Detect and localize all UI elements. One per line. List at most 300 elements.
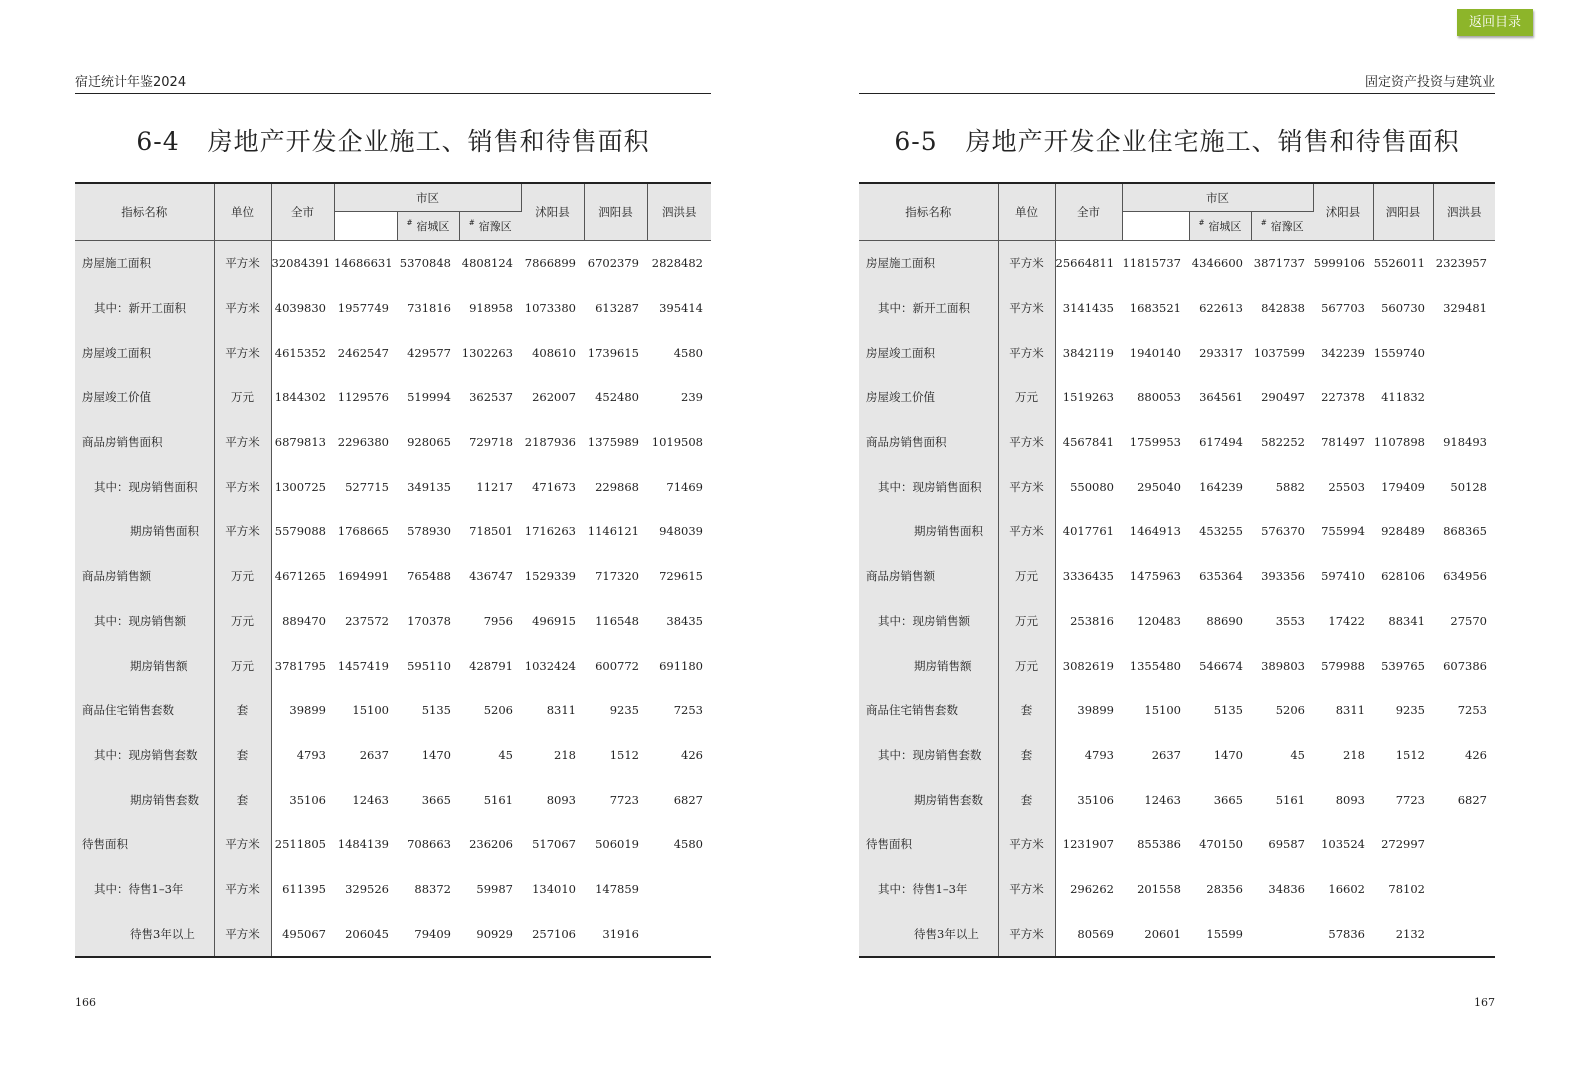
col-header-county-2: 泗阳县 — [1373, 183, 1433, 241]
table-cell: 842838 — [1261, 301, 1305, 316]
row-label: 期房销售套数 — [75, 777, 214, 822]
table-row — [75, 911, 711, 957]
table-cell: 27570 — [1450, 613, 1487, 628]
table-cell: 5206 — [1275, 703, 1305, 718]
col-header-unit: 单位 — [214, 183, 271, 241]
table-cell: 4580 — [673, 837, 703, 852]
row-label: 商品住宅销售套数 — [75, 688, 214, 733]
left-page — [75, 0, 711, 1077]
table-cell: 8093 — [546, 792, 576, 807]
table-cell: 88372 — [414, 881, 451, 896]
row-unit: 平方米 — [214, 420, 271, 465]
table-cell: 755994 — [1321, 524, 1365, 539]
row-label: 期房销售额 — [75, 643, 214, 688]
col-header-county-3: 泗洪县 — [647, 183, 711, 241]
table-cell: 4793 — [296, 747, 326, 762]
table-cell: 1470 — [421, 747, 451, 762]
table-cell: 5999106 — [1313, 256, 1365, 271]
col-header-district-1: # 宿城区 — [1189, 212, 1251, 241]
table-cell: 506019 — [595, 837, 639, 852]
table-cell: 262007 — [532, 390, 576, 405]
table-cell: 3336435 — [1062, 569, 1114, 584]
table-cell: 948039 — [659, 524, 703, 539]
table-title-text: 房地产开发企业施工、销售和待售面积 — [207, 127, 650, 156]
row-unit: 平方米 — [214, 464, 271, 509]
row-label: 房屋竣工价值 — [859, 375, 998, 420]
table-cell: 170378 — [407, 613, 451, 628]
row-unit: 套 — [998, 688, 1055, 733]
table-cell: 6879813 — [274, 435, 326, 450]
table-cell: 90929 — [459, 911, 521, 957]
table-cell: 1375989 — [587, 435, 639, 450]
table-cell — [647, 911, 711, 957]
table-cell: 567703 — [1321, 301, 1365, 316]
table-cell: 342239 — [1321, 345, 1365, 360]
table-cell: 35106 — [289, 792, 326, 807]
table-row — [75, 777, 711, 822]
table-cell: 7866899 — [524, 256, 576, 271]
table-cell: 607386 — [1443, 658, 1487, 673]
table-cell: 918493 — [1443, 435, 1487, 450]
table-cell: 9235 — [609, 703, 639, 718]
table-cell: 201558 — [1137, 881, 1181, 896]
table-cell: 1739615 — [587, 345, 639, 360]
col-header-district-2: # 宿豫区 — [459, 212, 521, 241]
table-cell: 5161 — [1275, 792, 1305, 807]
table-row — [859, 464, 1495, 509]
row-unit: 万元 — [214, 643, 271, 688]
table-cell: 229868 — [595, 479, 639, 494]
row-unit: 平方米 — [998, 867, 1055, 912]
table-cell: 889470 — [282, 613, 326, 628]
table-cell: 290497 — [1261, 390, 1305, 405]
row-label: 其中：新开工面积 — [75, 286, 214, 331]
row-unit: 平方米 — [214, 911, 271, 957]
table-cell: 32084391 — [271, 256, 331, 271]
table-cell: 5161 — [483, 792, 513, 807]
table-cell: 218 — [1343, 747, 1365, 762]
table-row — [859, 330, 1495, 375]
table-title-text: 房地产开发企业住宅施工、销售和待售面积 — [965, 127, 1460, 156]
row-label: 待售面积 — [859, 822, 998, 867]
table-cell: 436747 — [469, 569, 513, 584]
table-cell: 517067 — [532, 837, 576, 852]
table-cell: 6827 — [1457, 792, 1487, 807]
table-cell: 389803 — [1261, 658, 1305, 673]
table-cell: 20601 — [1122, 911, 1189, 957]
table-cell: 45 — [498, 747, 513, 762]
table-cell: 1484139 — [337, 837, 389, 852]
footnote-mark: # — [1260, 219, 1267, 228]
table-cell: 17422 — [1328, 613, 1365, 628]
table-title — [75, 122, 711, 158]
table-cell: 69587 — [1268, 837, 1305, 852]
table-cell: 576370 — [1261, 524, 1305, 539]
table-cell: 15100 — [352, 703, 389, 718]
table-row — [859, 375, 1495, 420]
table-cell: 329481 — [1443, 301, 1487, 316]
table-row — [859, 509, 1495, 554]
table-body — [859, 241, 1495, 958]
table-cell: 5882 — [1275, 479, 1305, 494]
running-head: 宿迁统计年鉴2024 — [75, 74, 711, 94]
table-row — [75, 241, 711, 286]
table-cell: 597410 — [1321, 569, 1365, 584]
row-unit: 套 — [214, 733, 271, 778]
table-number: 6-4 — [136, 127, 180, 156]
table-cell: 39899 — [289, 703, 326, 718]
col-header-district-2: # 宿豫区 — [1251, 212, 1313, 241]
table-cell: 253816 — [1070, 613, 1114, 628]
table-cell: 103524 — [1321, 837, 1365, 852]
table-row — [859, 822, 1495, 867]
table-cell: 79409 — [397, 911, 459, 957]
table-cell: 395414 — [659, 301, 703, 316]
table-row — [859, 911, 1495, 957]
table-cell: 134010 — [532, 881, 576, 896]
table-row — [75, 509, 711, 554]
row-label: 期房销售套数 — [859, 777, 998, 822]
table-cell: 1355480 — [1129, 658, 1181, 673]
table-cell: 1107898 — [1373, 435, 1425, 450]
table-cell: 35106 — [1077, 792, 1114, 807]
table-cell: 12463 — [1144, 792, 1181, 807]
table-cell: 206045 — [334, 911, 397, 957]
row-unit: 平方米 — [998, 464, 1055, 509]
table-row — [859, 286, 1495, 331]
table-cell: 411832 — [1381, 390, 1425, 405]
table-cell: 880053 — [1137, 390, 1181, 405]
table-cell: 11217 — [476, 479, 513, 494]
table-cell: 453255 — [1199, 524, 1243, 539]
table-cell: 272997 — [1381, 837, 1425, 852]
table-cell: 718501 — [469, 524, 513, 539]
table-row — [859, 688, 1495, 733]
table-cell: 691180 — [659, 658, 703, 673]
row-label: 待售3年以上 — [75, 911, 214, 957]
table-cell: 393356 — [1261, 569, 1305, 584]
table-cell: 7253 — [673, 703, 703, 718]
table-cell: 781497 — [1321, 435, 1365, 450]
col-header-name: 指标名称 — [859, 183, 998, 241]
table-cell: 71469 — [666, 479, 703, 494]
row-unit: 万元 — [214, 375, 271, 420]
table-cell: 4793 — [1084, 747, 1114, 762]
table-cell — [1433, 867, 1495, 912]
table-cell: 1302263 — [461, 345, 513, 360]
table-cell: 120483 — [1137, 613, 1181, 628]
table-cell: 25664811 — [1055, 256, 1115, 271]
row-label: 其中：待售1–3年 — [75, 867, 214, 912]
table-cell: 611395 — [282, 881, 326, 896]
table-cell: 428791 — [469, 658, 513, 673]
col-header-name: 指标名称 — [75, 183, 214, 241]
table-cell: 31916 — [584, 911, 647, 957]
table-cell: 1683521 — [1129, 301, 1181, 316]
row-label: 房屋竣工面积 — [75, 330, 214, 375]
table-row — [859, 777, 1495, 822]
table-cell: 237572 — [345, 613, 389, 628]
row-unit: 套 — [214, 777, 271, 822]
row-label: 商品住宅销售套数 — [859, 688, 998, 733]
row-label: 其中：现房销售面积 — [859, 464, 998, 509]
table-cell: 3141435 — [1062, 301, 1114, 316]
table-cell: 179409 — [1381, 479, 1425, 494]
table-row — [75, 822, 711, 867]
row-unit: 平方米 — [214, 330, 271, 375]
table-header — [859, 183, 1495, 241]
table-cell: 408610 — [532, 345, 576, 360]
col-header-city: 全市 — [1055, 183, 1122, 241]
table-cell: 2828482 — [651, 256, 703, 271]
table-cell: 9235 — [1395, 703, 1425, 718]
table-cell: 634956 — [1443, 569, 1487, 584]
col-header-unit: 单位 — [998, 183, 1055, 241]
table-cell: 25503 — [1328, 479, 1365, 494]
table-cell: 38435 — [666, 613, 703, 628]
col-header-urban-blank — [1122, 212, 1189, 241]
table-cell: 2132 — [1373, 911, 1433, 957]
row-unit: 平方米 — [998, 509, 1055, 554]
row-label: 其中：新开工面积 — [859, 286, 998, 331]
table-cell: 5370848 — [399, 256, 451, 271]
table-cell: 1512 — [1395, 747, 1425, 762]
row-unit: 平方米 — [998, 330, 1055, 375]
table-cell: 11815737 — [1122, 256, 1181, 271]
col-header-district-1: # 宿城区 — [397, 212, 459, 241]
row-label: 待售3年以上 — [859, 911, 998, 957]
row-unit: 平方米 — [998, 420, 1055, 465]
table-cell: 578930 — [407, 524, 451, 539]
row-label: 其中：现房销售面积 — [75, 464, 214, 509]
table-cell: 50128 — [1450, 479, 1487, 494]
table-cell: 3871737 — [1253, 256, 1305, 271]
table-cell: 2511805 — [274, 837, 326, 852]
table-cell: 16602 — [1328, 881, 1365, 896]
table-cell: 147859 — [595, 881, 639, 896]
table-cell: 4567841 — [1062, 435, 1114, 450]
table-row — [75, 643, 711, 688]
table-cell: 4671265 — [274, 569, 326, 584]
page-number: 166 — [75, 996, 96, 1009]
table-cell: 1940140 — [1129, 345, 1181, 360]
statistics-table — [75, 182, 711, 958]
table-cell: 78102 — [1388, 881, 1425, 896]
table-cell: 7253 — [1457, 703, 1487, 718]
table-cell — [1433, 330, 1495, 375]
row-unit: 套 — [998, 777, 1055, 822]
table-cell: 2637 — [359, 747, 389, 762]
table-cell: 2187936 — [524, 435, 576, 450]
row-unit: 套 — [998, 733, 1055, 778]
table-cell: 12463 — [352, 792, 389, 807]
table-cell: 4346600 — [1191, 256, 1243, 271]
table-row — [859, 420, 1495, 465]
table-cell: 6702379 — [587, 256, 639, 271]
table-row — [75, 688, 711, 733]
table-cell: 1512 — [609, 747, 639, 762]
table-cell: 1768665 — [337, 524, 389, 539]
table-cell: 3082619 — [1062, 658, 1114, 673]
table-cell: 1146121 — [587, 524, 639, 539]
right-page — [859, 0, 1495, 1077]
col-header-county-1: 沭阳县 — [1313, 183, 1373, 241]
table-cell: 364561 — [1199, 390, 1243, 405]
table-cell: 1759953 — [1129, 435, 1181, 450]
table-cell: 88341 — [1388, 613, 1425, 628]
row-unit: 万元 — [998, 554, 1055, 599]
table-cell: 600772 — [595, 658, 639, 673]
table-cell: 7956 — [483, 613, 513, 628]
table-cell: 1519263 — [1062, 390, 1114, 405]
table-row — [75, 330, 711, 375]
col-header-city: 全市 — [271, 183, 334, 241]
table-cell — [1251, 911, 1313, 957]
table-cell: 1957749 — [337, 301, 389, 316]
table-cell: 34836 — [1268, 881, 1305, 896]
table-cell: 471673 — [532, 479, 576, 494]
table-cell: 495067 — [271, 911, 334, 957]
table-row — [859, 599, 1495, 644]
table-cell: 708663 — [407, 837, 451, 852]
table-cell: 595110 — [407, 658, 451, 673]
table-cell: 15100 — [1144, 703, 1181, 718]
table-cell: 295040 — [1137, 479, 1181, 494]
page-number: 167 — [1474, 996, 1495, 1009]
table-cell: 2462547 — [337, 345, 389, 360]
row-label: 其中：现房销售额 — [75, 599, 214, 644]
table-cell: 4039830 — [274, 301, 326, 316]
table-row — [75, 867, 711, 912]
table-cell: 8311 — [546, 703, 576, 718]
table-cell: 868365 — [1443, 524, 1487, 539]
table-cell: 3665 — [1213, 792, 1243, 807]
row-label: 其中：待售1–3年 — [859, 867, 998, 912]
row-unit: 平方米 — [998, 241, 1055, 286]
table-cell: 5135 — [1213, 703, 1243, 718]
table-cell: 88690 — [1206, 613, 1243, 628]
table-cell: 3842119 — [1062, 345, 1114, 360]
row-unit: 万元 — [214, 554, 271, 599]
row-label: 商品房销售面积 — [75, 420, 214, 465]
table-cell: 349135 — [407, 479, 451, 494]
row-unit: 万元 — [998, 375, 1055, 420]
table-cell: 426 — [1465, 747, 1487, 762]
table-cell: 6827 — [673, 792, 703, 807]
table-cell: 452480 — [595, 390, 639, 405]
row-label: 商品房销售额 — [75, 554, 214, 599]
table-row — [75, 599, 711, 644]
table-cell: 470150 — [1199, 837, 1243, 852]
row-label: 房屋施工面积 — [859, 241, 998, 286]
table-cell: 527715 — [345, 479, 389, 494]
row-unit: 套 — [214, 688, 271, 733]
row-unit: 万元 — [214, 599, 271, 644]
table-cell: 635364 — [1199, 569, 1243, 584]
row-label: 其中：现房销售套数 — [75, 733, 214, 778]
table-cell: 539765 — [1381, 658, 1425, 673]
table-cell: 14686631 — [334, 256, 393, 271]
table-cell: 628106 — [1381, 569, 1425, 584]
table-cell: 560730 — [1381, 301, 1425, 316]
footnote-mark: # — [1198, 219, 1205, 228]
table-cell: 164239 — [1199, 479, 1243, 494]
table-cell: 5526011 — [1373, 256, 1425, 271]
table-cell: 28356 — [1206, 881, 1243, 896]
col-header-county-2: 泗阳县 — [584, 183, 647, 241]
table-cell: 1529339 — [524, 569, 576, 584]
table-cell: 257106 — [521, 911, 584, 957]
table-cell: 582252 — [1261, 435, 1305, 450]
table-cell: 45 — [1290, 747, 1305, 762]
table-cell: 1475963 — [1129, 569, 1181, 584]
row-label: 房屋施工面积 — [75, 241, 214, 286]
row-label: 期房销售面积 — [75, 509, 214, 554]
table-cell: 5579088 — [274, 524, 326, 539]
table-row — [859, 241, 1495, 286]
table-cell: 1231907 — [1062, 837, 1114, 852]
back-to-contents-button[interactable]: 返回目录 — [1457, 9, 1533, 36]
row-unit: 平方米 — [998, 911, 1055, 957]
col-header-county-1: 沭阳县 — [521, 183, 584, 241]
table-cell: 550080 — [1070, 479, 1114, 494]
row-label: 其中：现房销售套数 — [859, 733, 998, 778]
table-number: 6-5 — [894, 127, 938, 156]
table-cell: 4615352 — [274, 345, 326, 360]
table-cell: 1073380 — [524, 301, 576, 316]
col-header-county-3: 泗洪县 — [1433, 183, 1495, 241]
table-cell: 1559740 — [1373, 345, 1425, 360]
table-cell: 15599 — [1189, 911, 1251, 957]
table-cell: 7723 — [1395, 792, 1425, 807]
table-cell: 1464913 — [1129, 524, 1181, 539]
table-cell: 731816 — [407, 301, 451, 316]
table-cell: 4580 — [673, 345, 703, 360]
table-cell: 729718 — [469, 435, 513, 450]
table-cell: 293317 — [1199, 345, 1243, 360]
table-cell: 613287 — [595, 301, 639, 316]
table-cell: 617494 — [1199, 435, 1243, 450]
table-row — [75, 464, 711, 509]
row-label: 商品房销售面积 — [859, 420, 998, 465]
col-header-urban: 市区 — [334, 183, 521, 212]
table-cell: 1457419 — [337, 658, 389, 673]
table-row — [75, 420, 711, 465]
table-cell — [1433, 822, 1495, 867]
table-cell: 5206 — [483, 703, 513, 718]
table-row — [859, 643, 1495, 688]
row-unit: 平方米 — [214, 509, 271, 554]
running-head: 固定资产投资与建筑业 — [859, 74, 1495, 94]
table-cell: 296262 — [1070, 881, 1114, 896]
row-unit: 平方米 — [214, 822, 271, 867]
table-cell: 227378 — [1321, 390, 1365, 405]
statistics-table — [859, 182, 1495, 958]
row-label: 期房销售额 — [859, 643, 998, 688]
table-cell: 928489 — [1381, 524, 1425, 539]
row-label: 待售面积 — [75, 822, 214, 867]
table-cell: 57836 — [1313, 911, 1373, 957]
table-cell: 1694991 — [337, 569, 389, 584]
table-cell — [1433, 911, 1495, 957]
table-cell: 2296380 — [337, 435, 389, 450]
table-cell: 3553 — [1275, 613, 1305, 628]
table-cell: 579988 — [1321, 658, 1365, 673]
table-cell: 2323957 — [1435, 256, 1487, 271]
row-label: 期房销售面积 — [859, 509, 998, 554]
table-cell: 426 — [681, 747, 703, 762]
table-cell: 546674 — [1199, 658, 1243, 673]
